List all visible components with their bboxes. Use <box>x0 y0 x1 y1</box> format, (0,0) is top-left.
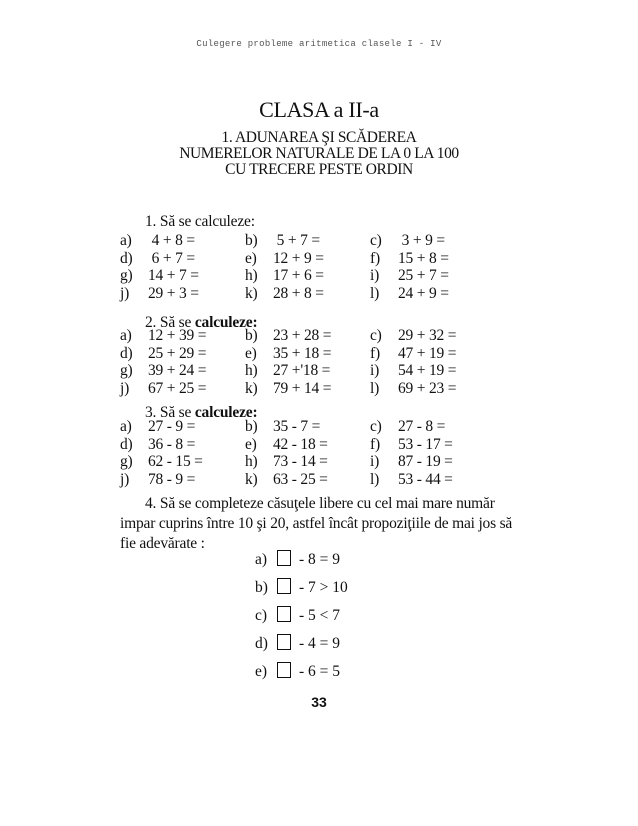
exercise-item <box>245 327 331 345</box>
item-expression: 27 - 8 = <box>398 418 446 435</box>
item-expression: 12 + 39 = <box>148 327 207 344</box>
exercise-item <box>370 345 456 363</box>
inequality-item <box>255 578 348 598</box>
exercise-item <box>245 453 328 471</box>
chapter-title-line: 1. ADUNAREA ŞI SCĂDEREA <box>221 129 417 146</box>
class-title: CLASA a II-a <box>259 97 379 122</box>
exercise-title-bold: calculeze: <box>194 314 258 331</box>
exercise-item <box>245 436 328 454</box>
item-label: c) <box>370 418 382 435</box>
item-expression: 4 + 8 = <box>148 232 195 249</box>
item-label: c) <box>370 232 382 249</box>
inequality-item <box>255 634 340 654</box>
item-label: c) <box>370 327 382 344</box>
item-expression: 27 +'18 = <box>273 362 331 380</box>
item-expression: 14 + 7 = <box>148 267 199 285</box>
item-expression: 39 + 24 = <box>148 362 207 380</box>
item-label: l) <box>370 380 380 398</box>
item-expression: 47 + 19 = <box>398 344 457 362</box>
item-expression: 35 - 7 = <box>273 418 321 435</box>
inequality-item <box>255 550 340 570</box>
item-expression: - 8 = 9 <box>299 551 341 568</box>
item-expression: 6 + 7 = <box>148 249 195 267</box>
item-expression: - 5 < 7 <box>299 607 341 624</box>
exercise-item <box>245 267 324 285</box>
exercise-item <box>120 345 206 363</box>
item-label: d) <box>120 249 133 267</box>
exercise-title-bold: calculeze: <box>194 404 258 421</box>
item-expression: 29 + 32 = <box>398 327 457 344</box>
item-label: j) <box>120 285 130 303</box>
exercise-title-text: 3. Să se <box>145 404 195 421</box>
chapter-title-line: NUMERELOR NATURALE DE LA 0 LA 100 <box>179 145 459 162</box>
exercise-item <box>370 250 449 268</box>
item-expression: 54 + 19 = <box>398 362 457 380</box>
item-label: l) <box>370 471 380 489</box>
item-expression: 5 + 7 = <box>273 232 320 249</box>
item-label: b) <box>245 327 258 344</box>
item-expression: 42 - 18 = <box>273 435 328 453</box>
item-expression: 36 - 8 = <box>148 435 196 453</box>
item-expression: 24 + 9 = <box>398 285 449 303</box>
item-expression: 63 - 25 = <box>273 471 328 489</box>
item-expression: 29 + 3 = <box>148 285 199 303</box>
exercise-item <box>120 267 199 285</box>
item-expression: 87 - 19 = <box>398 453 453 471</box>
item-label: c) <box>255 607 268 624</box>
running-header: Culegere probleme aritmetica clasele I - IV <box>196 39 442 49</box>
item-expression: 25 + 7 = <box>398 267 449 285</box>
exercise-item <box>120 250 195 268</box>
exercise-item <box>120 436 195 454</box>
exercise-item <box>245 232 320 250</box>
item-label: f) <box>370 435 380 453</box>
exercise-item <box>370 418 445 436</box>
item-label: g) <box>120 362 133 380</box>
item-label: h) <box>245 453 258 471</box>
exercise-item <box>370 453 453 471</box>
item-label: k) <box>245 471 258 489</box>
exercise-title-text: 2. Să se <box>145 314 195 331</box>
item-expression: 3 + 9 = <box>398 232 445 249</box>
item-expression: 69 + 23 = <box>398 380 457 398</box>
item-expression: 35 + 18 = <box>273 344 332 362</box>
item-expression: 12 + 9 = <box>273 249 324 267</box>
exercise-item <box>120 285 199 303</box>
page-number: 33 <box>311 694 327 710</box>
chapter-title <box>0 130 638 178</box>
answer-box[interactable] <box>277 550 291 566</box>
exercise-item <box>245 380 331 398</box>
exercise-item <box>120 380 206 398</box>
exercise-item <box>370 232 445 250</box>
exercise-item <box>120 232 195 250</box>
item-label: j) <box>120 471 130 489</box>
exercise-item <box>245 250 324 268</box>
exercise-title <box>145 213 255 231</box>
exercise-item <box>370 471 453 489</box>
exercise-item <box>370 327 456 345</box>
item-expression: 17 + 6 = <box>273 267 324 285</box>
item-label: i) <box>370 453 380 471</box>
item-label: b) <box>245 418 258 435</box>
item-label: d) <box>255 635 268 652</box>
item-label: k) <box>245 285 258 303</box>
item-label: a) <box>120 327 132 344</box>
item-label: a) <box>120 418 132 435</box>
exercise-item <box>120 362 206 380</box>
item-expression: 27 - 9 = <box>148 418 196 435</box>
answer-box[interactable] <box>277 606 291 622</box>
answer-box[interactable] <box>277 634 291 650</box>
item-expression: - 4 = 9 <box>299 635 341 652</box>
exercise-item <box>120 471 195 489</box>
item-expression: 78 - 9 = <box>148 471 196 489</box>
exercise-item <box>370 380 456 398</box>
item-expression: 53 - 17 = <box>398 435 453 453</box>
item-label: k) <box>245 380 258 398</box>
item-label: e) <box>245 249 257 267</box>
exercise-item <box>245 418 320 436</box>
item-label: a) <box>120 232 132 249</box>
item-label: g) <box>120 267 133 285</box>
item-expression: 79 + 14 = <box>273 380 332 398</box>
item-label: l) <box>370 285 380 303</box>
item-expression: 23 + 28 = <box>273 327 332 344</box>
item-label: f) <box>370 249 380 267</box>
item-label: e) <box>245 435 257 453</box>
item-label: i) <box>370 362 380 380</box>
item-label: i) <box>370 267 380 285</box>
item-label: b) <box>245 232 258 249</box>
exercise-item <box>370 436 453 454</box>
item-label: e) <box>245 344 257 362</box>
exercise-4-statement <box>120 494 530 554</box>
exercise-item <box>120 453 203 471</box>
item-expression: 15 + 8 = <box>398 249 449 267</box>
item-expression: 28 + 8 = <box>273 285 324 303</box>
exercise-item <box>370 267 449 285</box>
item-label: a) <box>255 551 268 568</box>
inequality-item <box>255 662 340 682</box>
item-expression: 53 - 44 = <box>398 471 453 489</box>
answer-box[interactable] <box>277 578 291 594</box>
exercise-item <box>245 285 324 303</box>
exercise-item <box>120 327 206 345</box>
item-expression: 67 + 25 = <box>148 380 207 398</box>
item-label: h) <box>245 362 258 380</box>
exercise-item <box>245 471 328 489</box>
exercise-item <box>245 345 331 363</box>
item-label: b) <box>255 579 268 596</box>
item-expression: 62 - 15 = <box>148 453 203 471</box>
answer-box[interactable] <box>277 662 291 678</box>
exercise-item <box>370 285 449 303</box>
exercise-item <box>370 362 456 380</box>
item-label: f) <box>370 344 380 362</box>
item-label: g) <box>120 453 133 471</box>
chapter-title-line: CU TRECERE PESTE ORDIN <box>225 161 413 178</box>
exercise-item <box>245 362 330 380</box>
item-expression: - 7 > 10 <box>299 579 348 596</box>
item-label: d) <box>120 344 133 362</box>
item-label: j) <box>120 380 130 398</box>
item-label: h) <box>245 267 258 285</box>
inequality-item <box>255 606 340 626</box>
item-expression: 25 + 29 = <box>148 344 207 362</box>
item-expression: - 6 = 5 <box>299 663 341 680</box>
exercise-4-text: 4. Să se completeze căsuţele libere cu cel mai mare număr impar cuprins între 10 şi 20, astfel încât propoziţiile de mai jos să fie adevărate : <box>120 495 513 552</box>
item-expression: 73 - 14 = <box>273 453 328 471</box>
item-label: d) <box>120 435 133 453</box>
exercise-title-text: 1. Să se calculeze: <box>145 213 255 230</box>
exercise-item <box>120 418 195 436</box>
item-label: e) <box>255 663 268 680</box>
